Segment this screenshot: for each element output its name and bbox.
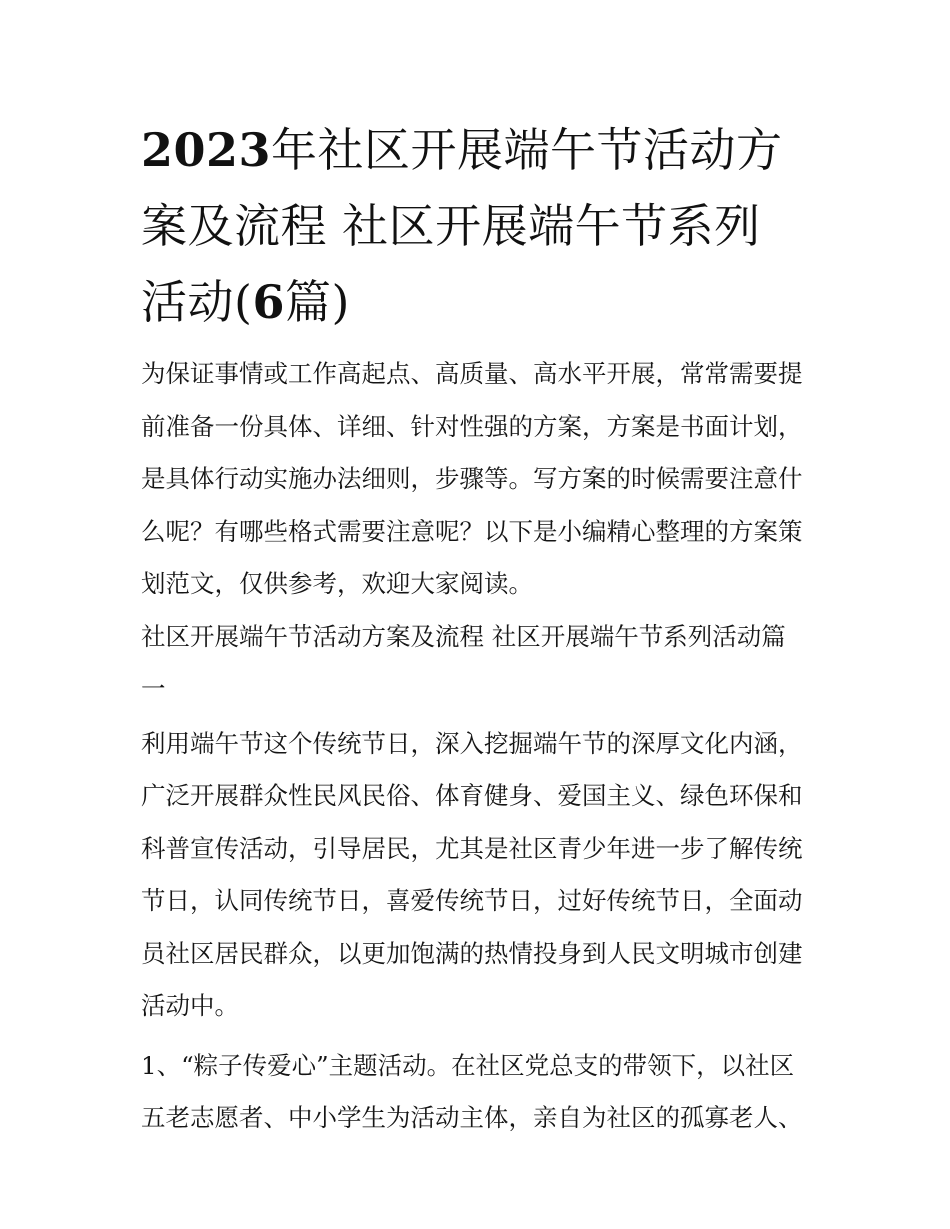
text-line: 广泛开展群众性民风民俗、体育健身、爱国主义、绿色环保和	[141, 781, 803, 810]
text-line: 一	[141, 674, 166, 703]
title-line: 案及流程 社区开展端午节系列	[141, 199, 761, 253]
document-title	[141, 112, 816, 340]
title-year: 2023	[141, 123, 272, 177]
objective-paragraph	[141, 718, 816, 1033]
text-line: 1、“粽子传爱心”主题活动。在社区党总支的带领下，以社区	[141, 1050, 795, 1080]
title-line-1-rest: 年社区开展端午节活动方	[271, 123, 783, 177]
title-line-3-b: 篇)	[284, 275, 350, 329]
text-line: 前准备一份具体、详细、针对性强的方案，方案是书面计划，	[141, 411, 803, 441]
text-line: 五老志愿者、中小学生为活动主体，亲自为社区的孤寡老人、	[141, 1103, 803, 1132]
text-line: 利用端午节这个传统节日，深入挖掘端午节的深厚文化内涵，	[141, 728, 803, 758]
text-line: 是具体行动实施办法细则，步骤等。写方案的时候需要注意什	[141, 464, 803, 493]
text-line: 社区开展端午节活动方案及流程 社区开展端午节系列活动篇	[141, 621, 786, 651]
title-line	[141, 264, 816, 340]
title-count: 6	[252, 275, 285, 329]
intro-paragraph	[141, 348, 816, 611]
text-line: 为保证事情或工作高起点、高质量、高水平开展，常常需要提	[141, 359, 803, 388]
document-page	[141, 112, 816, 1145]
text-line: 节日，认同传统节日，喜爱传统节日，过好传统节日，全面动	[141, 886, 803, 915]
section-heading	[141, 611, 816, 716]
text-line: 划范文，仅供参考，欢迎大家阅读。	[141, 569, 533, 598]
title-line-3-a: 活动(	[141, 275, 253, 329]
text-line: 员社区居民群众，以更加饱满的热情投身到人民文明城市创建	[141, 938, 803, 968]
text-line: 么呢？有哪些格式需要注意呢？以下是小编精心整理的方案策	[141, 516, 803, 546]
activity-item-1	[141, 1040, 816, 1145]
text-line: 科普宣传活动，引导居民，尤其是社区青少年进一步了解传统	[141, 833, 803, 863]
text-line: 活动中。	[141, 991, 239, 1020]
title-line	[141, 112, 816, 188]
